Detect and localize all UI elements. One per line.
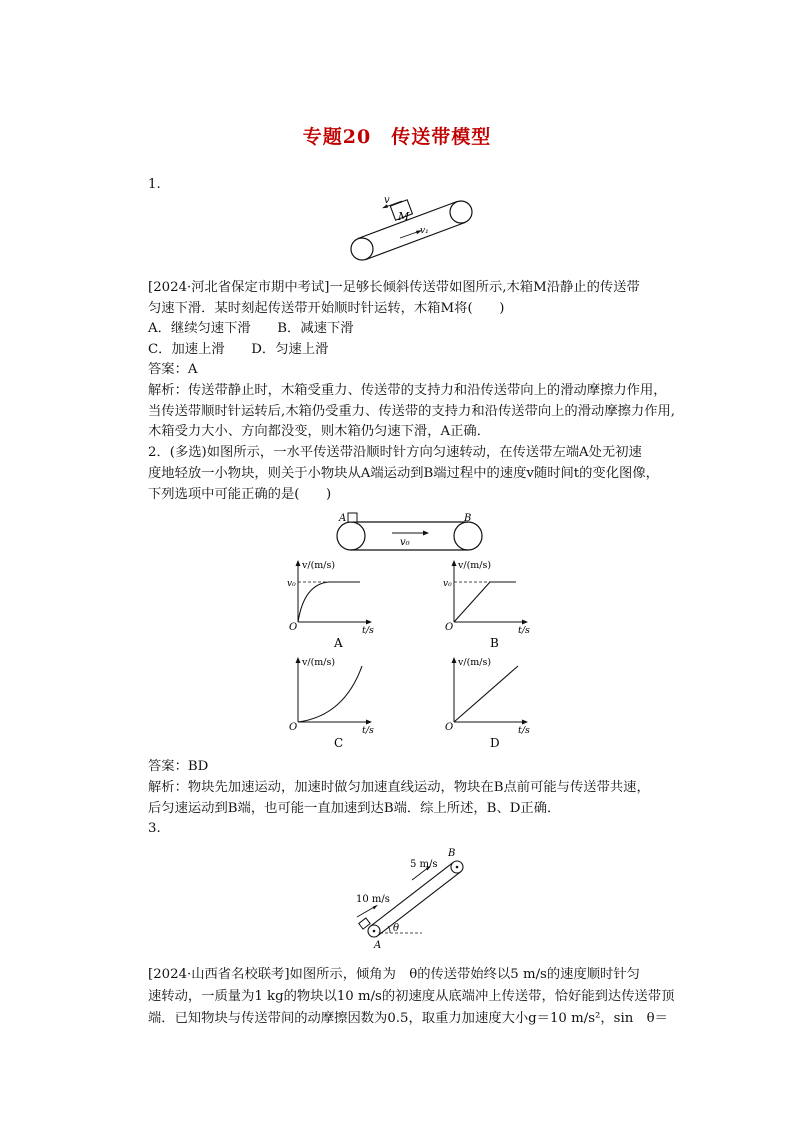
q1-stem-line1: [2024·河北省保定市期中考试]一足够长倾斜传送带如图所示,木箱M沿静止的传送带 bbox=[148, 280, 640, 295]
graph-C-label: C bbox=[334, 736, 344, 750]
q1-lower-pulley bbox=[351, 238, 373, 260]
q3-label-B: B bbox=[448, 848, 456, 859]
q1-upper-pulley bbox=[450, 201, 472, 223]
q2-graph-C bbox=[284, 654, 394, 751]
graph-A-label: A bbox=[334, 636, 343, 650]
q1-belt-bottom bbox=[366, 223, 465, 260]
q3-stem-line3: 端．已知物块与传送带间的动摩擦因数为0.5，取重力加速度大小g＝10 m/s²，sin θ＝ bbox=[148, 1011, 668, 1026]
graph-B-label: B bbox=[490, 636, 499, 650]
q2-horizontal-belt-figure bbox=[330, 508, 490, 556]
q1-options-CD: C．加速上滑 D．匀速上滑 bbox=[148, 342, 329, 357]
q2-stem-line3: 下列选项中可能正确的是( ) bbox=[148, 487, 332, 502]
q3-label-10ms: 10 m/s bbox=[356, 894, 390, 905]
q3-stem-line2: 速转动，一质量为1 kg的物块以10 m/s的初速度从底端冲上传送带，恰好能到达传送带顶 bbox=[148, 989, 675, 1004]
q2-label-v0: v₀ bbox=[400, 537, 410, 548]
q2-block bbox=[348, 513, 357, 522]
q1-options-AB: A．继续匀速下滑 B．减速下滑 bbox=[148, 321, 354, 336]
q3-label-A: A bbox=[374, 940, 382, 951]
q2-explanation-line2: 后匀速运动到B端，也可能一直加速到达B端．综上所述，B、D正确． bbox=[148, 801, 561, 816]
q3-incline-belt-figure bbox=[350, 846, 480, 951]
graph-A-origin: O bbox=[289, 622, 298, 633]
graph-A-curve bbox=[298, 582, 360, 622]
q1-label-M: M bbox=[398, 210, 410, 223]
q3-block bbox=[359, 918, 370, 929]
graph-C-ylabel: v/(m/s) bbox=[302, 657, 336, 668]
graph-D-origin: O bbox=[445, 722, 454, 733]
q2-explanation-line1: 解析：物块先加速运动，加速时做匀加速直线运动，物块在B点前可能与传送带共速， bbox=[148, 780, 650, 795]
q1-explanation-line1: 解析：传送带静止时，木箱受重力、传送带的支持力和沿传送带向上的滑动摩擦力作用， bbox=[148, 383, 667, 398]
q3-stem-line1: [2024·山西省名校联考]如图所示，倾角为 θ的传送带始终以5 m/s的速度顺时针匀 bbox=[148, 967, 640, 982]
graph-B-ylabel: v/(m/s) bbox=[458, 560, 492, 571]
q3-number: 3. bbox=[148, 821, 161, 836]
q2-graph-B bbox=[440, 558, 550, 653]
q2-answer: 答案：BD bbox=[148, 759, 209, 774]
q2-label-A: A bbox=[339, 513, 347, 524]
graph-D-xlabel: t/s bbox=[518, 725, 530, 736]
q3-label-5ms: 5 m/s bbox=[410, 859, 438, 870]
q2-left-pulley bbox=[337, 522, 365, 550]
graph-D-label: D bbox=[490, 736, 500, 750]
graph-A-v0: v₀ bbox=[287, 579, 296, 589]
q1-answer: 答案：A bbox=[148, 362, 198, 377]
graph-A-xlabel: t/s bbox=[362, 625, 374, 636]
graph-A-ylabel: v/(m/s) bbox=[302, 560, 336, 571]
graph-B-v0: v₀ bbox=[443, 579, 452, 589]
graph-B-curve bbox=[454, 582, 516, 622]
q2-stem-line1: 2．(多选)如图所示，一水平传送带沿顺时针方向匀速转动，在传送带左端A处无初速 bbox=[148, 445, 642, 460]
q2-label-B: B bbox=[464, 513, 472, 524]
graph-B-origin: O bbox=[445, 622, 454, 633]
graph-C-origin: O bbox=[289, 722, 298, 733]
graph-C-xlabel: t/s bbox=[362, 725, 374, 736]
q1-stem-line2: 匀速下滑．某时刻起传送带开始顺时针运转，木箱M将( ) bbox=[148, 301, 505, 316]
q1-explanation-line2: 当传送带顺时针运转后,木箱仍受重力、传送带的支持力和沿传送带向上的滑动摩擦力作用, bbox=[148, 404, 676, 419]
q2-graph-D bbox=[440, 654, 550, 751]
q2-graph-A bbox=[284, 558, 394, 653]
q1-label-v: v bbox=[384, 195, 390, 206]
graph-B-xlabel: t/s bbox=[518, 625, 530, 636]
graph-D-ylabel: v/(m/s) bbox=[458, 657, 492, 668]
q1-incline-belt-figure bbox=[340, 192, 480, 272]
q1-number: 1. bbox=[148, 177, 161, 192]
q3-belt-bottom bbox=[378, 872, 461, 936]
page-title: 专题20 传送带模型 bbox=[302, 126, 492, 148]
graph-D-curve bbox=[454, 666, 518, 722]
q3-label-theta: θ bbox=[393, 923, 400, 934]
q1-explanation-line3: 木箱受力大小、方向都没变，则木箱仍匀速下滑，A正确． bbox=[148, 424, 491, 439]
q2-right-pulley bbox=[454, 522, 482, 550]
q2-stem-line2: 度地轻放一小物块，则关于小物块从A端运动到B端过程中的速度v随时间t的变化图像， bbox=[148, 466, 659, 481]
q1-label-v1: v₁ bbox=[420, 226, 429, 236]
graph-C-curve bbox=[298, 666, 362, 722]
q2-velocity-arrow-head bbox=[423, 531, 429, 536]
